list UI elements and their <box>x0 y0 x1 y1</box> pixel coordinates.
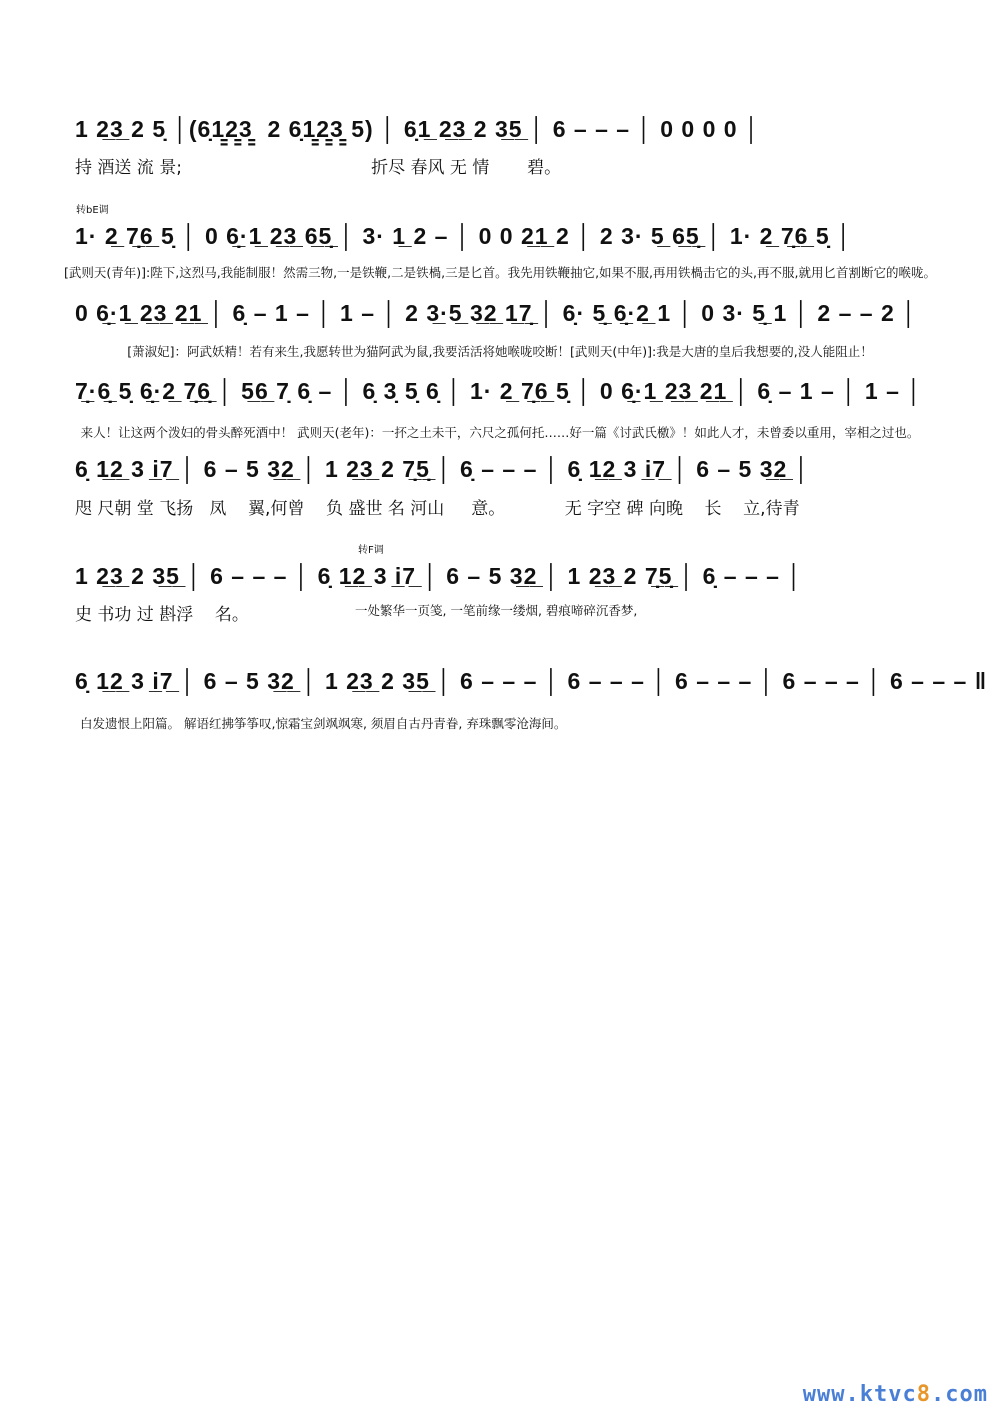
score-system-2 <box>0 205 1000 285</box>
key-change-label: 转F调 <box>358 545 384 556</box>
notation-line: 6̣ 1̲2̲ 3 i̲7̲ │ 6 – 5 3̲2̲ │ 1 2̲3̲ 2 3̲5̲ │ 6 – – – │ 6 – – – │ 6 – – – │ 6 – – – │ 6 – – – ‖ <box>75 668 988 694</box>
score-system-4 <box>0 378 1000 448</box>
dialog-line: [萧淑妃]：阿武妖精！若有来生,我愿转世为猫阿武为鼠,我要活活将她喉咙咬断！[武则天(中年)]:我是大唐的皇后我想要的,没人能阻止！ <box>127 344 873 359</box>
lyrics-line: 史 书功 过 斟浮 名。 <box>75 605 249 625</box>
notation-line: 7̣̲·6̣̲ 5̣ 6̣̲·2̲ 7̣̲6̣̲ │ 5̲6̲ 7̣ 6̣ – │ 6̣ 3̣ 5̣ 6̣ │ 1· 2̲ 7̣̲6̲ 5̣ │ 0 6̣̲·1̲ 2̲3̲ 2̲1̲ │ 6̣ – 1 – │ 1 – │ <box>75 378 923 404</box>
score-system-5 <box>0 456 1000 526</box>
lyrics-line: 持 酒送 流 景; 折尽 春风 无 情 碧。 <box>75 158 562 178</box>
watermark-part-2: 8 <box>916 1382 932 1407</box>
dialog-line: 来人！让这两个泼妇的骨头醉死酒中！ 武则天(老年)：一抔之土未干，六尺之孤何托……好一篇《讨武氏檄》！如此人才，未曾委以重用，宰相之过也。 <box>80 425 920 440</box>
dialog-line: [武则天(青年)]:陛下,这烈马,我能制服！然需三物,一是铁鞭,二是铁楇,三是匕首。我先用铁鞭抽它,如果不服,再用铁楇击它的头,再不服,就用匕首割断它的喉咙。 <box>64 265 936 280</box>
score-system-6 <box>0 545 1000 625</box>
watermark-part-1: www.ktvc <box>802 1382 917 1407</box>
notation-line: 1 2̲3̲ 2 5̣ │(6̣1̳2̳3̳ 2 6̣1̳2̳3̳ 5) │ 6̣1̲ 2̲3̲ 2 3̲5̲ │ 6 – – – │ 0 0 0 0 │ <box>75 116 761 142</box>
watermark-part-3: .com <box>931 1382 988 1407</box>
score-system-7 <box>0 668 1000 738</box>
key-change-label: 转bE调 <box>76 205 109 216</box>
notation-line: 6̣ 1̲2̲ 3 i̲7̲ │ 6 – 5 3̲2̲ │ 1 2̲3̲ 2 7̣̲5̣̲ │ 6̣ – – – │ 6̣ 1̲2̲ 3 i̲7̲ │ 6 – 5 3̲2̲ │ <box>75 456 811 482</box>
site-watermark <box>803 1382 988 1407</box>
lyrics-extra-line: 一处繁华一页笺, 一笔前缘一缕烟, 碧痕啼碎沉香梦, <box>355 603 638 618</box>
notation-line: 1 2̲3̲ 2 3̲5̲ │ 6 – – – │ 6̣ 1̲2̲ 3 i̲7̲ │ 6 – 5 3̲2̲ │ 1 2̲3̲ 2 7̣̲5̣̲ │ 6̣ – – – │ <box>75 563 803 589</box>
dialog-line: 白发遗恨上阳篇。 解语红拂筝筝叹,惊霜宝剑飒飒寒, 须眉自古丹青眷, 弃珠飘零沧海间。 <box>80 716 567 731</box>
notation-line: 0 6̣̲·1̲ 2̲3̲ 2̲1̲ │ 6̣ – 1 – │ 1 – │ 2 3̲·5̲ 3̲2̲ 1̲7̣̲ │ 6̣· 5̣̲ 6̣̲·2̲ 1 │ 0 3· 5̣̲ 1 │ 2 – – 2 │ <box>75 300 918 326</box>
lyrics-line: 咫 尺朝 堂 飞扬 凤 翼,何曾 负 盛世 名 河山 意。 无 字空 碑 向晚 长 立,待青 <box>75 499 800 519</box>
score-system-1 <box>0 116 1000 186</box>
score-system-3 <box>0 300 1000 370</box>
notation-line: 1· 2̲ 7̣̲6̲ 5̣ │ 0 6̣̲·1̲ 2̲3̲ 6̲5̣̲ │ 3· 1̲ 2 – │ 0 0 2̲1̲ 2 │ 2 3· 5̲ 6̲5̣̲ │ 1· 2̲ 7̣̲6̲ 5̣ │ <box>75 223 853 249</box>
